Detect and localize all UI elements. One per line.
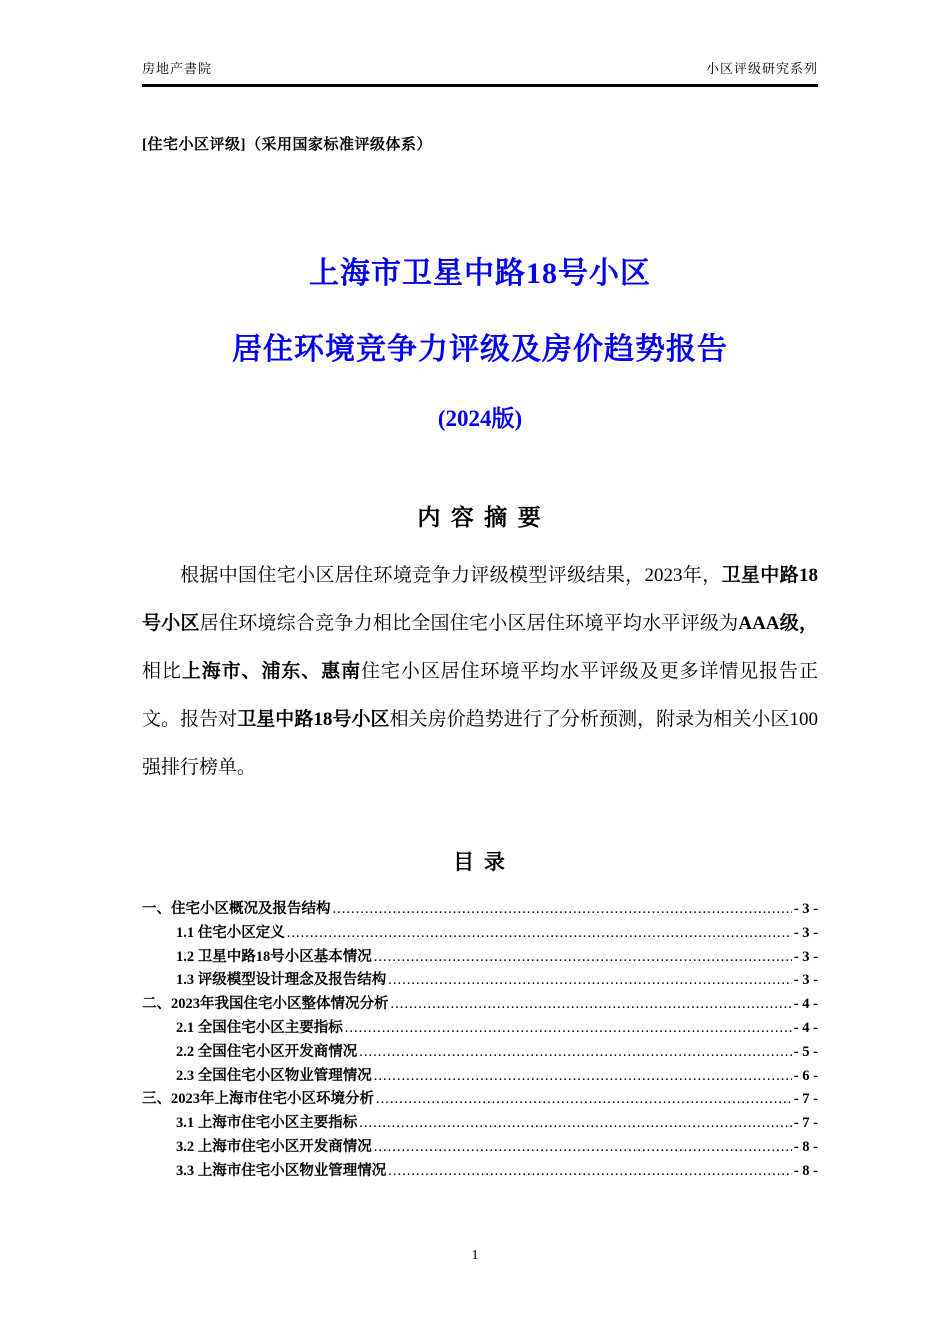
toc-leader-dots [374, 1065, 792, 1089]
toc-item-page: - 4 - [793, 1019, 818, 1036]
toc-item-3-2[interactable] [142, 1136, 818, 1160]
toc-leader-dots [374, 1136, 792, 1160]
toc-item-label: 二、2023年我国住宅小区整体情况分析 [142, 996, 389, 1013]
toc-leader-dots [374, 946, 792, 970]
toc-heading: 目 录 [453, 851, 507, 874]
toc-item-page: - 3 - [793, 972, 818, 989]
toc-item-label: 2.3 全国住宅小区物业管理情况 [176, 1067, 372, 1084]
toc-leader-dots [388, 969, 792, 993]
abstract-segment-bold: 卫星中路18号小区 [237, 709, 390, 730]
document-running-header [142, 58, 818, 77]
toc-leader-dots [287, 922, 792, 946]
report-title-line2: 居住环境竞争力评级及房价趋势报告 [232, 333, 728, 366]
toc-item-label: 2.2 全国住宅小区开发商情况 [176, 1043, 358, 1060]
report-title-line1: 上海市卫星中路18号小区 [309, 257, 651, 290]
toc-item-chapter3[interactable] [142, 1088, 818, 1112]
toc-item-page: - 8 - [793, 1162, 818, 1179]
abstract-segment: 住宅小区居住环境平均水平评级及更多详情见报告正文。报告对 [142, 661, 818, 730]
rating-system-tag-line: [住宅小区评级]（采用国家标准评级体系） [142, 137, 432, 153]
abstract-paragraph [142, 552, 818, 792]
header-left-text: 房地产書院 [142, 61, 213, 76]
toc-item-page: - 3 - [793, 924, 818, 941]
toc-item-3-3[interactable] [142, 1160, 818, 1184]
toc-item-1-3[interactable] [142, 969, 818, 993]
toc-item-chapter1[interactable] [142, 898, 818, 922]
abstract-segment: 相比 [142, 661, 182, 682]
toc-leader-dots [345, 1017, 792, 1041]
toc-item-label: 1.3 评级模型设计理念及报告结构 [176, 972, 387, 989]
toc-item-label: 三、2023年上海市住宅小区环境分析 [142, 1091, 374, 1108]
table-of-contents [142, 898, 818, 1184]
toc-item-page: - 7 - [793, 1115, 818, 1132]
toc-leader-dots [359, 1041, 792, 1065]
toc-item-page: - 3 - [793, 901, 818, 917]
toc-item-1-2[interactable] [142, 946, 818, 970]
toc-item-label: 3.1 上海市住宅小区主要指标 [176, 1115, 358, 1132]
abstract-segment-bold: AAA级， [738, 613, 818, 634]
page-number: 1 [471, 1248, 479, 1263]
abstract-heading: 内 容 摘 要 [417, 504, 543, 530]
abstract-segment-bold: 卫星中路18号小区 [142, 565, 818, 634]
toc-leader-dots [391, 993, 792, 1017]
abstract-segment: 根据中国住宅小区居住环境竞争力评级模型评级结果，2023年， [180, 565, 722, 586]
toc-item-page: - 7 - [793, 1091, 818, 1108]
toc-leader-dots [388, 1160, 792, 1184]
toc-item-label: 一、住宅小区概况及报告结构 [142, 901, 331, 917]
toc-item-label: 2.1 全国住宅小区主要指标 [176, 1019, 343, 1036]
toc-item-label: 3.2 上海市住宅小区开发商情况 [176, 1138, 372, 1155]
toc-item-page: - 4 - [793, 996, 818, 1013]
toc-item-2-3[interactable] [142, 1065, 818, 1089]
toc-item-2-2[interactable] [142, 1041, 818, 1065]
toc-item-3-1[interactable] [142, 1112, 818, 1136]
toc-item-1-1[interactable] [142, 922, 818, 946]
toc-item-2-1[interactable] [142, 1017, 818, 1041]
report-edition: (2024版) [437, 406, 523, 431]
toc-item-chapter2[interactable] [142, 993, 818, 1017]
abstract-segment-bold: 上海市、浦东、惠南 [181, 661, 361, 682]
toc-item-page: - 3 - [793, 948, 818, 965]
toc-leader-dots [376, 1088, 792, 1112]
header-right-text: 小区评级研究系列 [705, 61, 818, 76]
header-rule [142, 84, 818, 87]
toc-item-page: - 8 - [793, 1138, 818, 1155]
toc-leader-dots [333, 898, 792, 922]
abstract-segment: 居住环境综合竞争力相比全国住宅小区居住环境平均水平评级为 [199, 613, 739, 634]
toc-item-label: 3.3 上海市住宅小区物业管理情况 [176, 1162, 387, 1179]
report-title-block [142, 248, 818, 433]
toc-item-label: 1.2 卫星中路18号小区基本情况 [176, 948, 372, 965]
toc-leader-dots [359, 1112, 792, 1136]
page-footer [0, 1248, 950, 1264]
abstract-segment: 相关房价趋势进行了分析预测，附录为相关小区100强排行榜单。 [142, 709, 818, 778]
toc-item-page: - 5 - [793, 1043, 818, 1060]
toc-item-page: - 6 - [793, 1067, 818, 1084]
toc-item-label: 1.1 住宅小区定义 [176, 924, 285, 941]
